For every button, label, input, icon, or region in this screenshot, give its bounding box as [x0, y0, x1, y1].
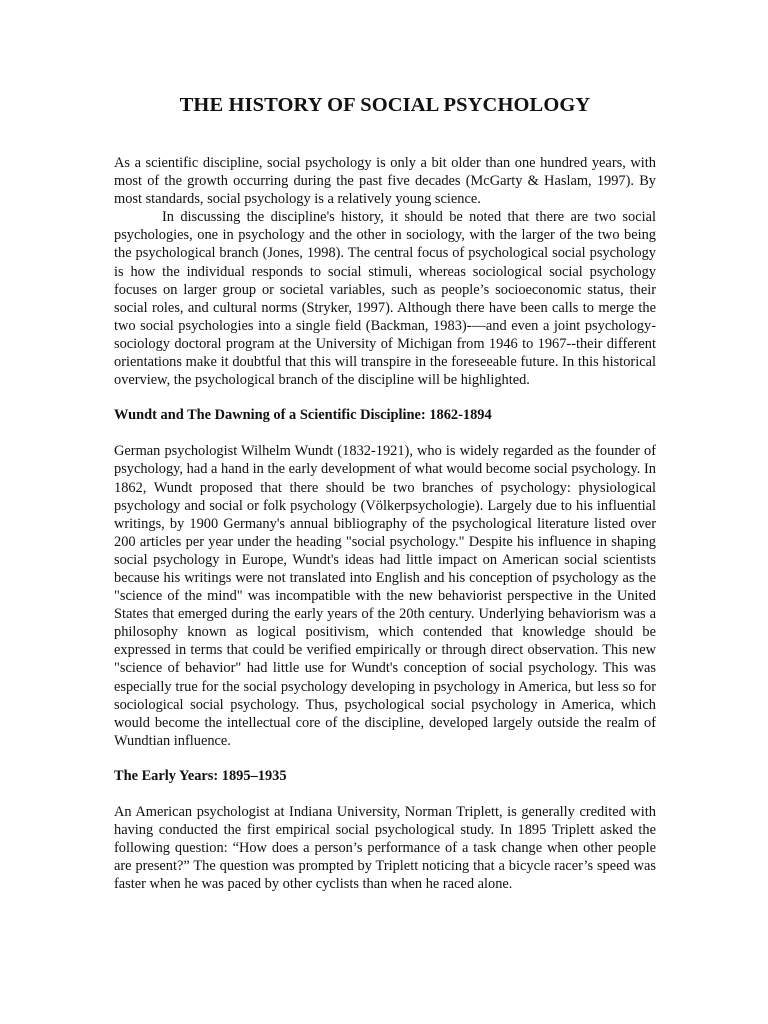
intro-paragraph-1: As a scientific discipline, social psychology is only a bit older than one hundred years, with most of the growth occurring during the past five decades (McGarty & Haslam, 1997). By most standards, social psychology is a relatively young science. [114, 155, 656, 208]
intro-paragraph-2: In discussing the discipline's history, it should be noted that there are two social psychologies, one in psychology and the other in sociology, with the larger of the two being the psychological branch (Jones, 1998). The central focus of psychological social psychology is how the individual responds to social stimuli, whereas sociological social psychology focuses on larger group or societal variables, such as people’s socioeconomic status, their social roles, and cultural norms (Stryker, 1997). Although there have been calls to merge the two social psychologies into a single field (Backman, 1983)-—and even a joint psychology-sociology doctoral program at the University of Michigan from 1946 to 1967--their different orientations make it doubtful that this will transpire in the foreseeable future. In this historical overview, the psychological branch of the discipline will be highlighted. [114, 209, 656, 389]
section-heading-early-years: The Early Years: 1895–1935 [114, 767, 287, 784]
document-body [114, 94, 656, 893]
section-heading-wundt: Wundt and The Dawning of a Scientific Discipline: 1862-1894 [114, 407, 492, 424]
section-paragraph-wundt: German psychologist Wilhelm Wundt (1832-1921), who is widely regarded as the founder of psychology, had a hand in the early development of what would become social psychology. In 1862, Wundt proposed that there should be two branches of psychology: physiological psychology and social or folk psychology (Völkerpsychologie). Largely due to his influential writings, by 1900 Germany's annual bibliography of the psychological literature listed over 200 articles per year under the heading "social psychology." Despite his influence in shaping social psychology in Europe, Wundt's ideas had little impact on American social scientists because his writings were not translated into English and his conception of psychology as the "science of the mind" was incompatible with the new behaviorist perspective in the United States that emerged during the early years of the 20th century. Underlying behaviorism was a philosophy known as logical positivism, which contended that knowledge should be expressed in terms that could be verified empirically or through direct observation. This new "science of behavior" had little use for Wundt's conception of social psychology. This was especially true for the social psychology developing in psychology in America, but less so for sociological social psychology. Thus, psychological social psychology in America, which would become the intellectual core of the discipline, developed largely outside the realm of Wundtian influence. [114, 443, 656, 749]
page-title: THE HISTORY OF SOCIAL PSYCHOLOGY [179, 94, 591, 116]
section-paragraph-early-years: An American psychologist at Indiana University, Norman Triplett, is generally credited with having conducted the first empirical social psychological study. In 1895 Triplett asked the following question: “How does a person’s performance of a task change when other people are present?” The question was prompted by Triplett noticing that a bicycle racer’s speed was faster when he was paced by other cyclists than when he raced alone. [114, 804, 656, 893]
